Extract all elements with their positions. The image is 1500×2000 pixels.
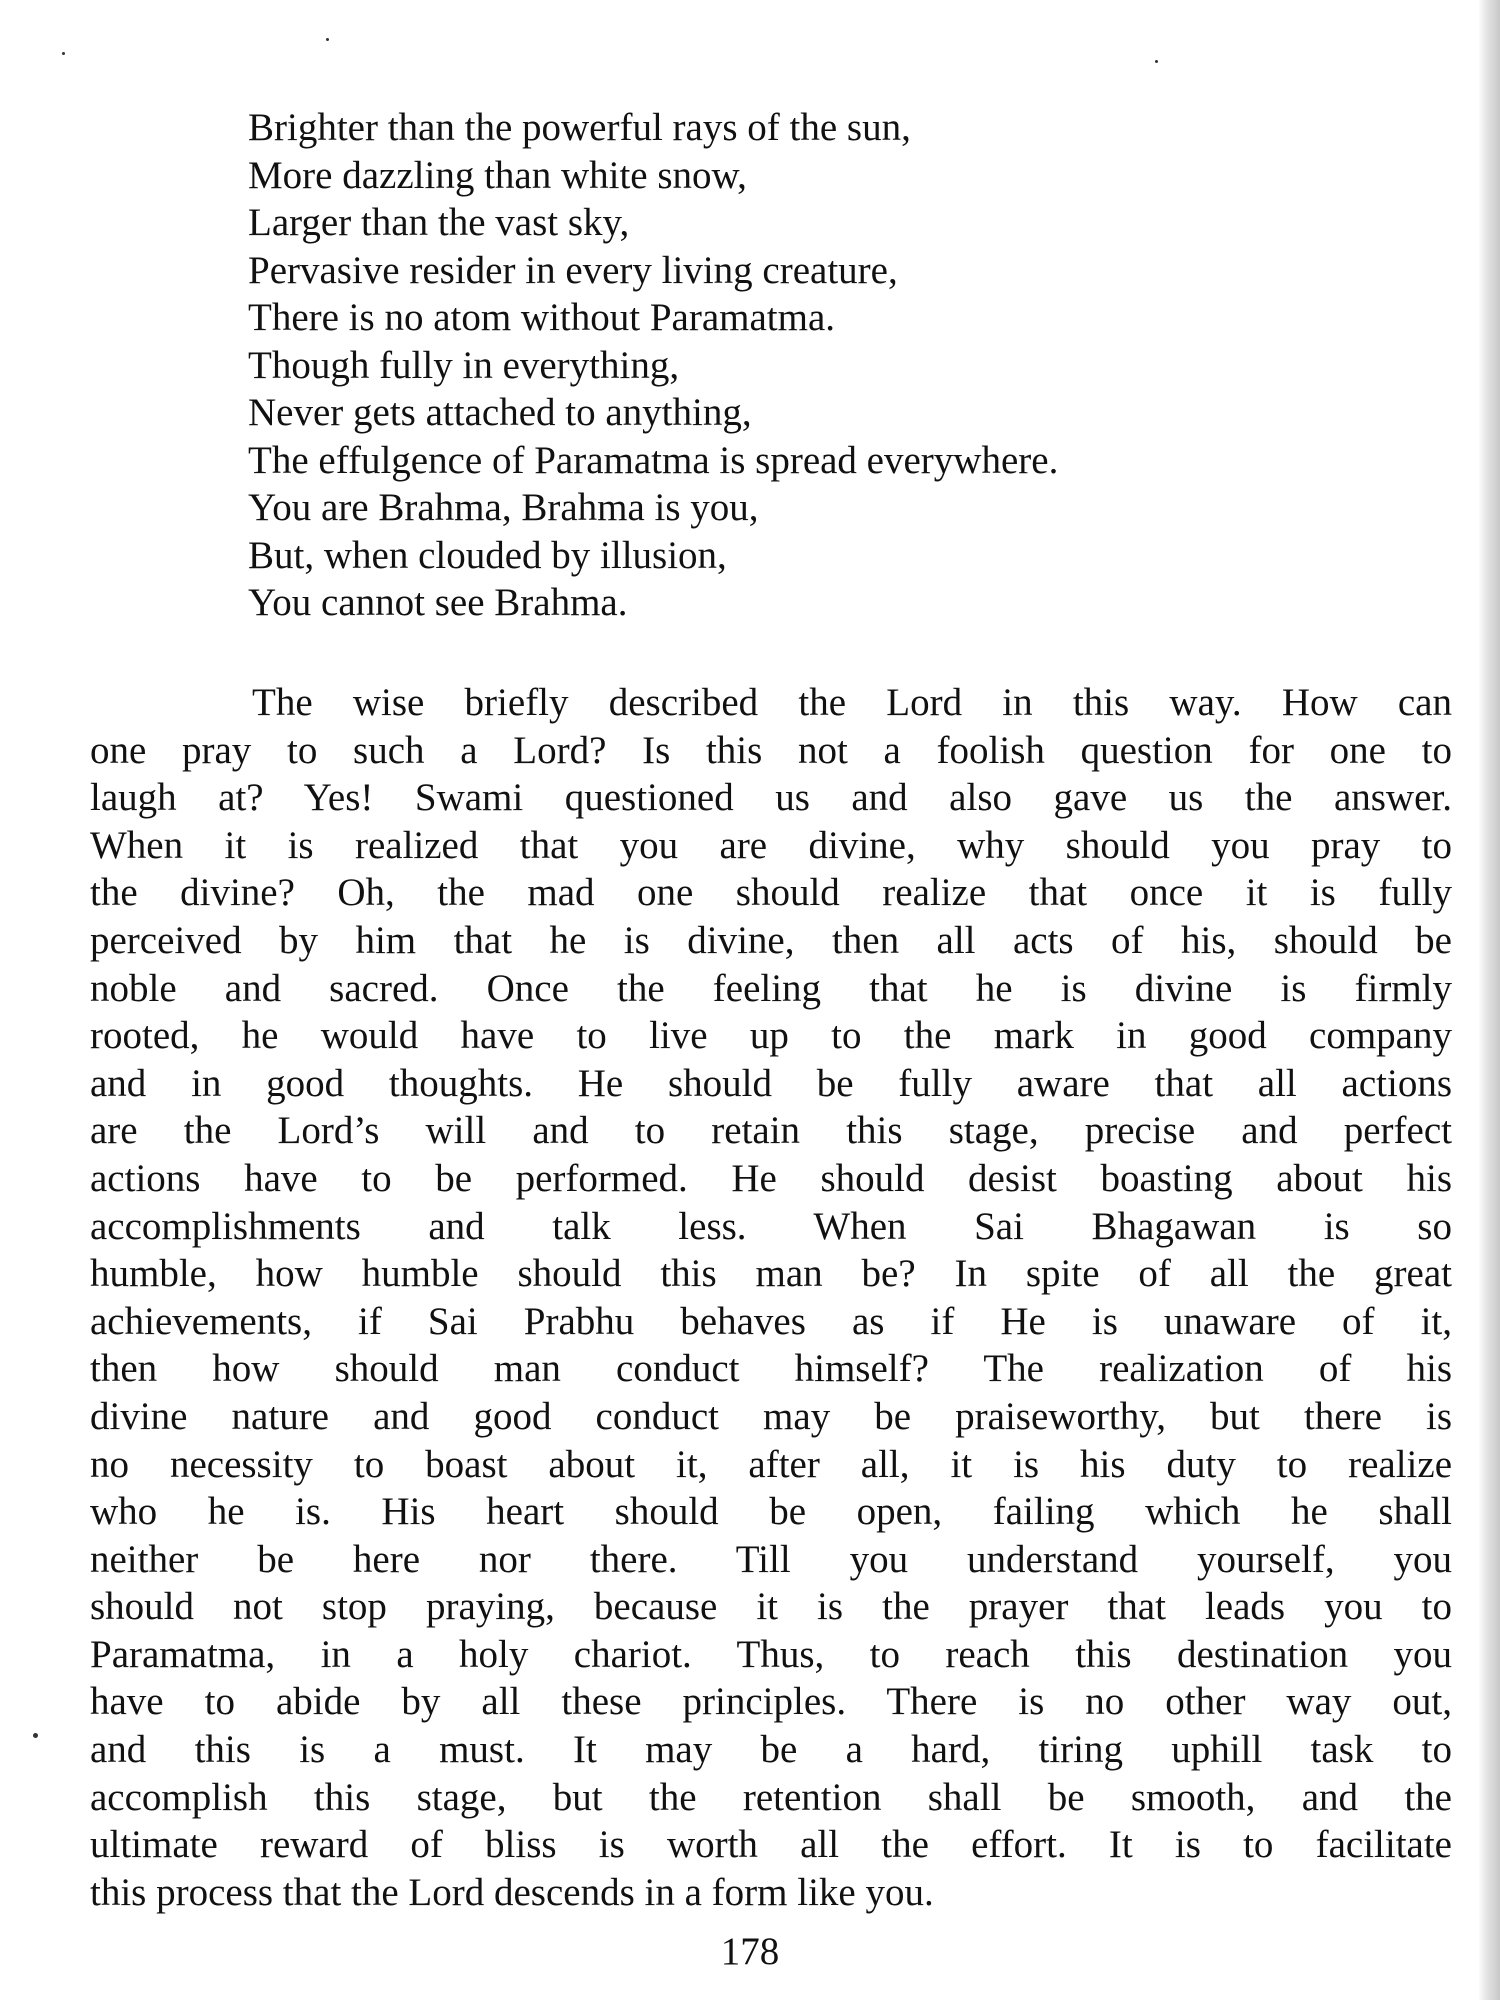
scan-speck <box>62 52 65 55</box>
scan-speck <box>33 1733 38 1738</box>
poem-line: Never gets attached to anything, <box>248 391 752 434</box>
paragraph-line: the divine? Oh, the mad one should realize that once it is fully <box>90 871 1452 915</box>
paragraph-line: should not stop praying, because it is the prayer that leads you to <box>90 1585 1452 1629</box>
paragraph-line: actions have to be performed. He should desist boasting about his <box>90 1156 1452 1200</box>
poem-line: Pervasive resider in every living creature, <box>248 248 898 292</box>
page-edge-shadow <box>1478 0 1500 2000</box>
paragraph-line: achievements, if Sai Prabhu behaves as if He is unaware of it, <box>90 1299 1452 1343</box>
paragraph-line: and this is a must. It may be a hard, tiring uphill task to <box>90 1728 1452 1772</box>
paragraph-line: noble and sacred. Once the feeling that he is divine is firmly <box>90 966 1452 1010</box>
paragraph-line: neither be here nor there. Till you understand yourself, you <box>90 1537 1452 1581</box>
paragraph-line: laugh at? Yes! Swami questioned us and also gave us the answer. <box>90 776 1452 820</box>
paragraph-line: have to abide by all these principles. There is no other way out, <box>90 1680 1452 1724</box>
paragraph-line: Paramatma, in a holy chariot. Thus, to reach this destination you <box>90 1632 1452 1676</box>
paragraph-line: When it is realized that you are divine, why should you pray to <box>90 823 1452 867</box>
poem-line: The effulgence of Paramatma is spread everywhere. <box>248 438 1059 482</box>
body-paragraph <box>90 679 1452 1916</box>
paragraph-line: no necessity to boast about it, after all, it is his duty to realize <box>90 1442 1452 1486</box>
paragraph-line: accomplishments and talk less. When Sai Bhagawan is so <box>90 1204 1452 1248</box>
poem-line: You are Brahma, Brahma is you, <box>248 486 759 529</box>
paragraph-line: divine nature and good conduct may be praiseworthy, but there is <box>90 1394 1452 1438</box>
poem-line: Though fully in everything, <box>248 343 680 387</box>
scan-speck <box>1155 60 1158 63</box>
paragraph-line: humble, how humble should this man be? In spite of all the great <box>90 1252 1452 1296</box>
poem-line: More dazzling than white snow, <box>248 153 747 197</box>
poem-line: Brighter than the powerful rays of the sun, <box>248 106 911 149</box>
paragraph-line: accomplish this stage, but the retention shall be smooth, and the <box>90 1775 1452 1819</box>
paragraph-line: perceived by him that he is divine, then all acts of his, should be <box>90 918 1452 962</box>
poem-line: But, when clouded by illusion, <box>248 533 727 577</box>
paragraph-line: one pray to such a Lord? Is this not a foolish question for one to <box>90 728 1452 772</box>
paragraph-line: rooted, he would have to live up to the mark in good company <box>90 1014 1452 1058</box>
poem-line: You cannot see Brahma. <box>248 581 628 624</box>
paragraph-line: are the Lord’s will and to retain this stage, precise and perfect <box>90 1109 1452 1153</box>
paragraph-line: then how should man conduct himself? The realization of his <box>90 1347 1452 1391</box>
scan-speck <box>326 38 329 41</box>
poem-line: Larger than the vast sky, <box>248 201 630 244</box>
paragraph-line: The wise briefly described the Lord in this way. How can <box>252 681 1452 724</box>
paragraph-line: this process that the Lord descends in a form like you. <box>90 1870 934 1914</box>
paragraph-line: who he is. His heart should be open, failing which he shall <box>90 1490 1452 1534</box>
poem-stanza <box>248 104 1428 627</box>
paragraph-line: ultimate reward of bliss is worth all the effort. It is to facilitate <box>90 1823 1452 1867</box>
page-number: 178 <box>720 1930 780 1973</box>
paragraph-line: and in good thoughts. He should be fully aware that all actions <box>90 1061 1452 1105</box>
poem-line: There is no atom without Paramatma. <box>248 296 836 339</box>
